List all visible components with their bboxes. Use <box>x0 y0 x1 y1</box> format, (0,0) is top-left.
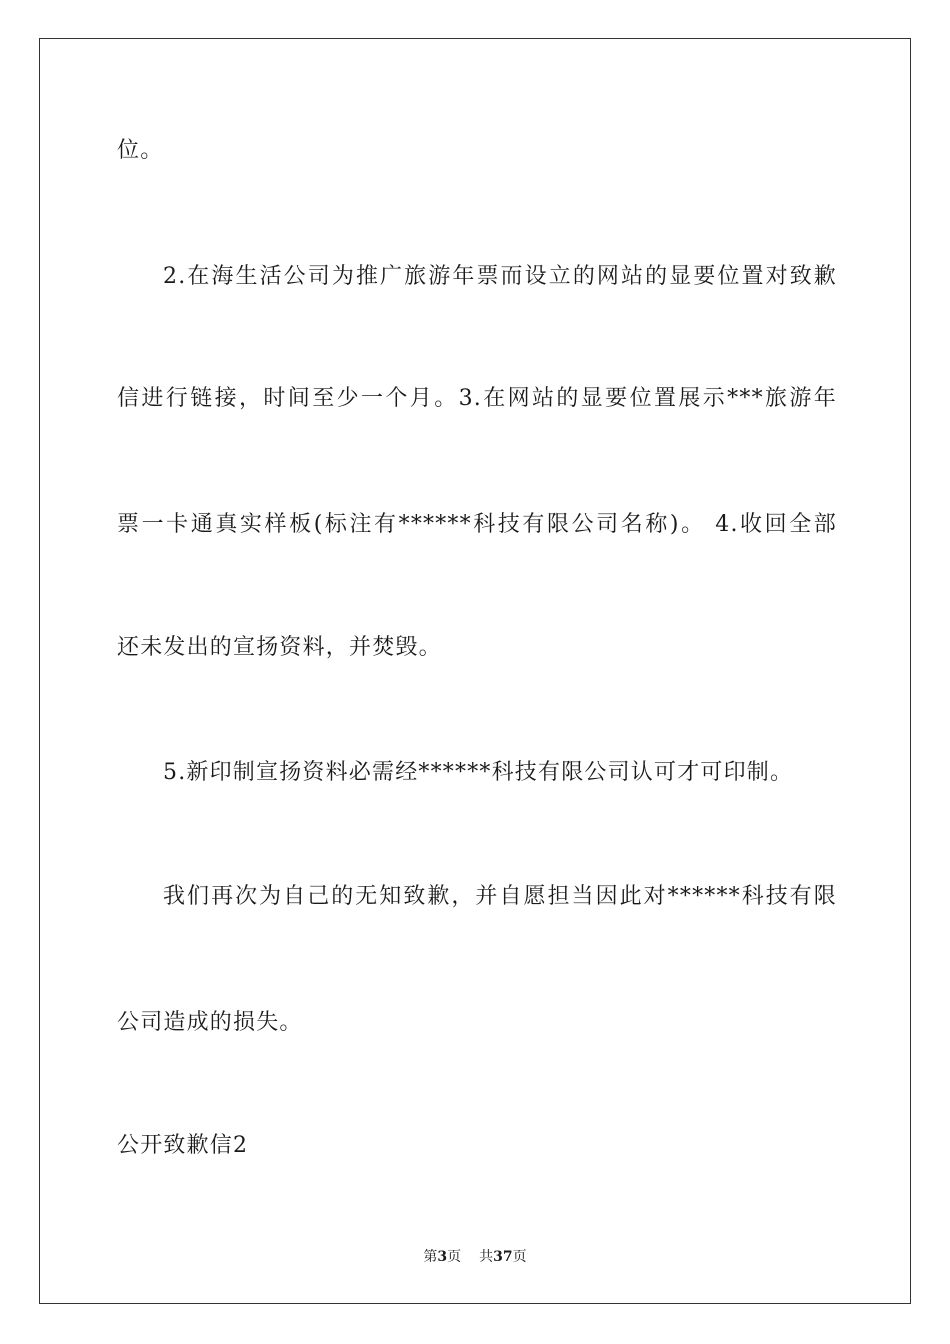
text-line-4: 票一卡通真实样板(标注有******科技有限公司名称)。 4.收回全部 <box>117 512 837 537</box>
footer-page-suffix: 页 <box>447 1249 462 1265</box>
text-line-1: 位。 <box>117 138 164 163</box>
text-line-3: 信进行链接，时间至少一个月。3.在网站的显要位置展示***旅游年 <box>117 386 837 411</box>
footer-prefix: 第 <box>423 1249 438 1265</box>
footer-total-prefix: 共 <box>479 1249 494 1265</box>
page-border <box>39 38 911 1304</box>
text-line-2: 2.在海生活公司为推广旅游年票而设立的网站的显要位置对致歉 <box>163 264 837 289</box>
total-pages-number: 37 <box>493 1249 513 1265</box>
text-line-8: 公司造成的损失。 <box>117 1010 303 1035</box>
current-page-number: 3 <box>437 1249 448 1265</box>
page-footer <box>0 1247 950 1267</box>
section-heading: 公开致歉信2 <box>117 1133 249 1158</box>
text-line-6: 5.新印制宣扬资料必需经******科技有限公司认可才可印制。 <box>163 760 794 785</box>
footer-total-suffix: 页 <box>512 1249 527 1265</box>
text-line-7: 我们再次为自己的无知致歉，并自愿担当因此对******科技有限 <box>163 884 837 909</box>
text-line-5: 还未发出的宣扬资料，并焚毁。 <box>117 635 442 660</box>
